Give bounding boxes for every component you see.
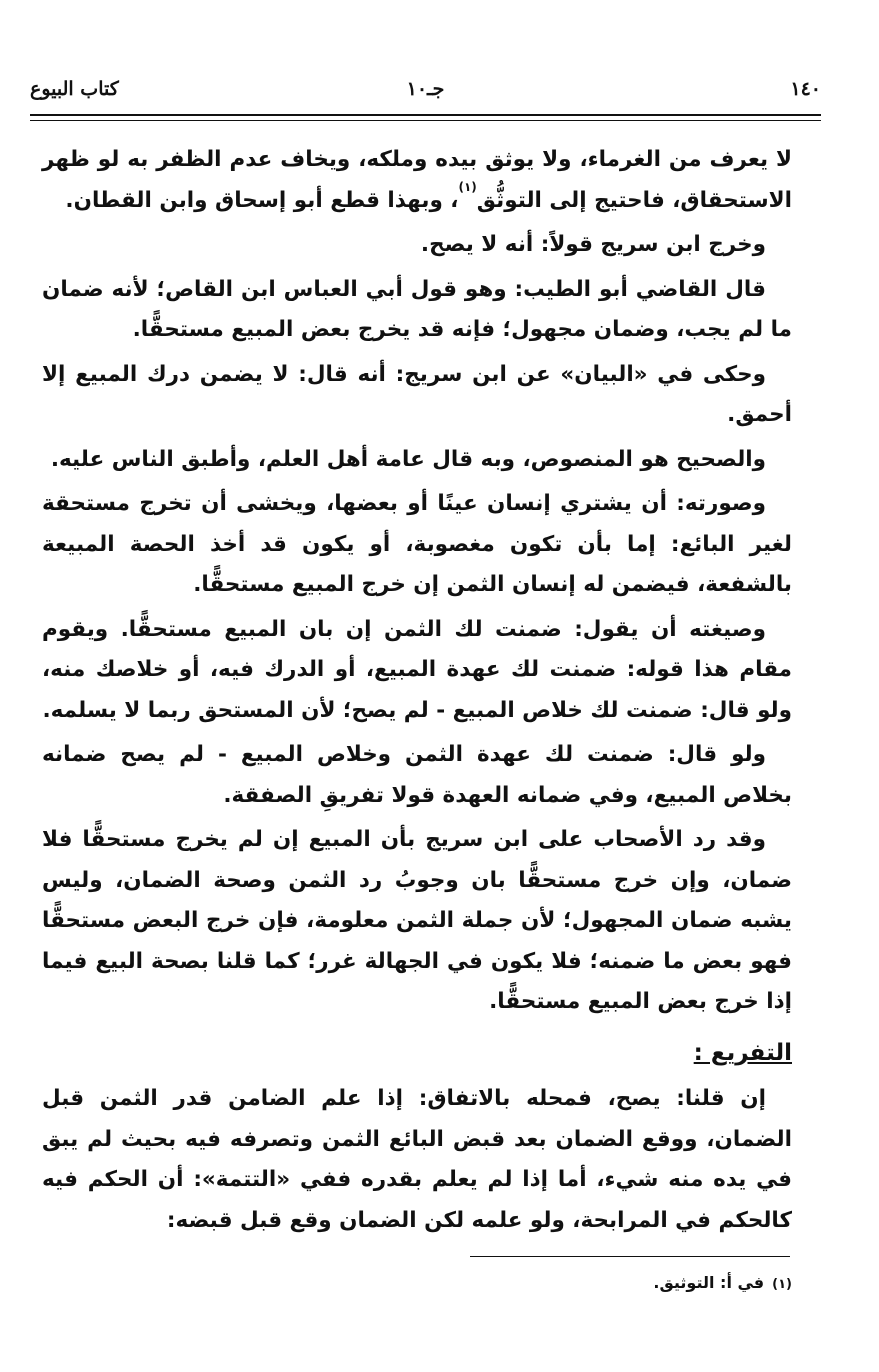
main-text (42, 140, 792, 1245)
paragraph: والصحيح هو المنصوص، وبه قال عامة أهل العلم، وأطبق الناس عليه. (50, 446, 766, 472)
paragraph: وحكى في «البيان» عن ابن سريج: أنه قال: لا يضمن درك المبيع إلا أحمق. (42, 361, 792, 427)
paragraph: وقد رد الأصحاب على ابن سريج بأن المبيع إن لم يخرج مستحقًّا فلا ضمان، وإن خرج مستحقًّا بان وجوبُ رد الثمن وصحة الضمان، وليس يشبه ضمان المجهول؛ لأن جملة الثمن معلومة، فإن خرج البعض مستحقًّا فهو بعض ما ضمنه؛ فلا يكون في الجهالة غرر؛ كما قلنا بصحة البيع فيما إذا خرج بعض المبيع مستحقًّا. (42, 827, 792, 1014)
footnote (400, 1268, 792, 1300)
paragraph-text-cont: ، وبهذا قطع أبو إسحاق وابن القطان. (65, 187, 459, 213)
paragraph: وخرج ابن سريج قولاً: أنه لا يصح. (420, 232, 766, 257)
paragraph: إن قلنا: يصح، فمحله بالاتفاق: إذا علم الضامن قدر الثمن قبل الضمان، ووقع الضمان بعد قبض البائع الثمن وتصرفه فيه بحيث لم يبق في يده منه شيء، أما إذا لم يعلم بقدره ففي «التتمة»: أن الحكم فيه كالحكم في المرابحة، ولو علمه لكن الضمان وقع قبل قبضه: (42, 1086, 792, 1233)
footnote-text: في أ: التوثيق. (653, 1273, 765, 1292)
paragraph (42, 140, 792, 221)
paragraph: وصيغته أن يقول: ضمنت لك الثمن إن بان المبيع مستحقًّا. ويقوم مقام هذا قوله: ضمنت لك عهدة المبيع، أو الدرك فيه، أو خلاصك منه، ولو قال: ضمنت لك خلاص المبيع - لم يصح؛ لأن المستحق ربما لا يسلمه. (42, 616, 792, 723)
footnote-ref: (١) (458, 179, 477, 194)
book-title: كتاب البيوع (30, 78, 119, 100)
paragraph-text: لا يعرف من الغرماء، ولا يوثق بيده وملكه، ويخاف عدم الظفر به لو ظهر الاستحقاق، فاحتيج إلى التوثُّق (42, 147, 792, 213)
section-title: التفريع : (693, 1039, 792, 1066)
footnote-number: (١) (772, 1277, 792, 1292)
paragraph: ولو قال: ضمنت لك عهدة الثمن وخلاص المبيع - لم يصح ضمانه بخلاص المبيع، وفي ضمانه العهدة قولا تفريقِ الصفقة. (42, 742, 792, 808)
page-header (30, 74, 821, 110)
paragraph: وصورته: أن يشتري إنسان عينًا أو بعضها، ويخشى أن تخرج مستحقة لغير البائع: إما بأن تكون مغصوبة، أو يكون قد أخذ الحصة المبيعة بالشفعة، فيضمن له إنسان الثمن إن خرج المبيع مستحقًّا. (42, 491, 792, 597)
header-rule (30, 114, 821, 116)
paragraph: قال القاضي أبو الطيب: وهو قول أبي العباس ابن القاص؛ لأنه ضمان ما لم يجب، وضمان مجهول؛ فإنه قد يخرج بعض المبيع مستحقًّا. (42, 276, 792, 342)
page-number: ١٤٠ (790, 78, 821, 100)
header-rule-thin (30, 120, 821, 121)
footnote-rule (470, 1256, 790, 1257)
volume-label: جـ١٠ (406, 78, 445, 100)
